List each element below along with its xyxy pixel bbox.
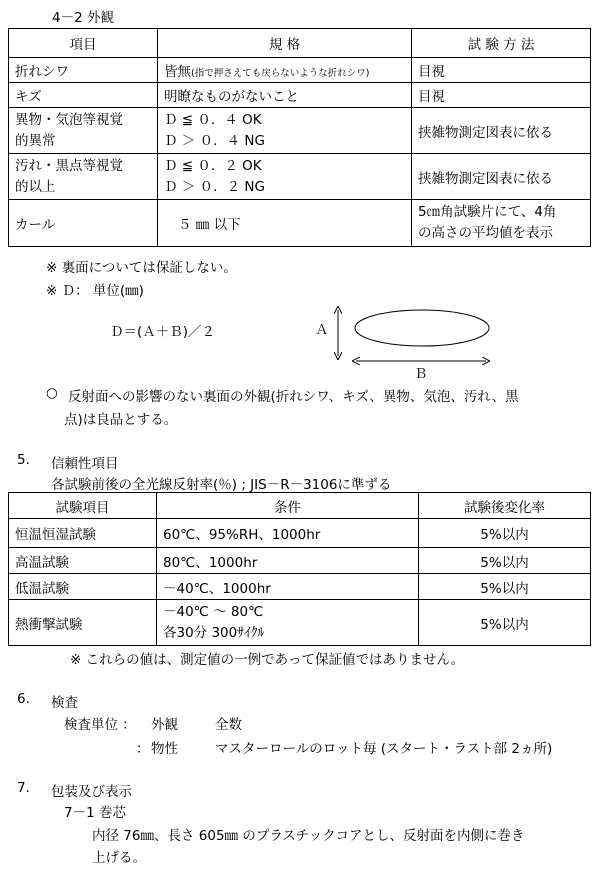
table-row bbox=[9, 58, 591, 83]
header-change-rate: 試験後変化率 bbox=[419, 493, 591, 519]
cell-spec bbox=[158, 108, 412, 154]
cell-test-item: 恒温恒湿試験 bbox=[9, 519, 157, 548]
note-unit: ※ Ｄ： 単位(㎜) bbox=[46, 283, 144, 299]
table-row bbox=[9, 600, 591, 646]
cell-change-rate: 5%以内 bbox=[419, 519, 591, 548]
inspection-unit-label: 検査単位 ： bbox=[64, 717, 136, 733]
cell-spec bbox=[158, 154, 412, 200]
spec-line: Ｄ ＞ ０．４ NG bbox=[164, 132, 265, 149]
header-spec: 規 格 bbox=[158, 29, 412, 58]
section-5-title: 信頼性項目 bbox=[51, 456, 119, 472]
section-7-title: 包装及び表示 bbox=[51, 784, 132, 800]
item-line: 汚れ・黒点等視覚 bbox=[15, 157, 123, 174]
cell-test-item: 熱衝撃試験 bbox=[9, 600, 157, 646]
condition-line: 各30分 300ｻｲｸﾙ bbox=[163, 624, 265, 641]
cell-change-rate: 5%以内 bbox=[419, 600, 591, 646]
header-condition: 条件 bbox=[157, 493, 419, 519]
label-b: Ｂ bbox=[414, 366, 428, 382]
section-7-1-title: 7－1 巻芯 bbox=[64, 805, 126, 821]
note-back-surface: ※ 裏面については保証しない。 bbox=[46, 260, 237, 276]
ellipse-diagram bbox=[326, 306, 496, 376]
cell-method bbox=[412, 200, 591, 247]
section-5-number: 5. bbox=[17, 452, 30, 468]
label-a: Ａ bbox=[315, 322, 329, 338]
item-line: 的以上 bbox=[15, 178, 56, 195]
core-spec-line1: 内径 76㎜、長さ 605㎜ のプラスチックコアとし、反射面を内側に巻き bbox=[92, 828, 525, 844]
cell-method: 挟雑物測定図表に依る bbox=[412, 108, 591, 154]
cell-item: キズ bbox=[9, 83, 158, 108]
table-row bbox=[9, 548, 591, 574]
table-row bbox=[9, 574, 591, 600]
method-line: 5㎝角試験片にて、4角 bbox=[418, 204, 557, 220]
inspection-colon: ： bbox=[136, 741, 150, 757]
condition-line: －40℃ ～ 80℃ bbox=[163, 603, 264, 620]
cell-item: カール bbox=[9, 200, 158, 247]
cell-spec: ５ ㎜ 以下 bbox=[158, 200, 412, 247]
circle-bullet: ○ bbox=[46, 385, 58, 401]
spec-line: Ｄ ≦ ０．４ OK bbox=[164, 111, 262, 128]
defect-ellipse bbox=[355, 310, 489, 346]
core-spec-line2: 上げる。 bbox=[92, 850, 146, 866]
inspection-properties-value: マスターロールのロット毎 (スタート・ラスト部 2ヵ所) bbox=[215, 741, 553, 757]
cell-condition: 80℃、1000hr bbox=[157, 548, 419, 574]
spec-note: (指で押さえても戻らないような折れシワ) bbox=[191, 68, 370, 79]
inspection-appearance: 外観 bbox=[151, 717, 178, 733]
cell-method: 目視 bbox=[412, 58, 591, 83]
header-method: 試 験 方 法 bbox=[412, 29, 591, 58]
method-line: の高さの平均値を表示 bbox=[418, 225, 553, 241]
circle-note-line2: 点)は良品とする。 bbox=[64, 412, 178, 428]
cell-method: 目視 bbox=[412, 83, 591, 108]
section-4-2-title: 4－2 外観 bbox=[52, 10, 114, 26]
inspection-appearance-value: 全数 bbox=[215, 717, 242, 733]
table-row bbox=[9, 108, 591, 154]
section-6-number: 6. bbox=[17, 691, 30, 707]
cell-condition: －40℃、1000hr bbox=[157, 574, 419, 600]
formula: Ｄ＝(Ａ＋Ｂ)／２ bbox=[110, 324, 216, 340]
table-row bbox=[9, 519, 591, 548]
note-not-guaranteed: ※ これらの値は、測定値の一例であって保証値ではありません。 bbox=[70, 652, 465, 668]
table-header-row bbox=[9, 29, 591, 58]
table-row bbox=[9, 200, 591, 247]
spec-line: Ｄ ≦ ０．２ OK bbox=[164, 157, 262, 174]
appearance-table bbox=[8, 28, 591, 247]
cell-item: 折れシワ bbox=[9, 58, 158, 83]
header-test-item: 試験項目 bbox=[9, 493, 157, 519]
cell-spec bbox=[158, 58, 412, 83]
item-line: 異物・気泡等視覚 bbox=[15, 111, 123, 128]
cell-condition bbox=[157, 600, 419, 646]
cell-condition: 60℃、95%RH、1000hr bbox=[157, 519, 419, 548]
cell-change-rate: 5%以内 bbox=[419, 574, 591, 600]
section-6-title: 検査 bbox=[51, 695, 78, 711]
cell-item bbox=[9, 108, 158, 154]
cell-test-item: 低温試験 bbox=[9, 574, 157, 600]
table-row bbox=[9, 83, 591, 108]
section-5-subtitle: 各試験前後の全光線反射率(％) ; JIS－R－3106に準ずる bbox=[51, 477, 392, 493]
header-item: 項目 bbox=[9, 29, 158, 58]
table-header-row bbox=[9, 493, 591, 519]
cell-spec: 明瞭なものがないこと bbox=[158, 83, 412, 108]
item-line: 的異常 bbox=[15, 132, 56, 149]
cell-item bbox=[9, 154, 158, 200]
spec-text: 皆無 bbox=[164, 64, 191, 80]
cell-method: 挟雑物測定図表に依る bbox=[412, 154, 591, 200]
section-7-number: 7. bbox=[17, 780, 30, 796]
spec-line: Ｄ ＞ ０．２ NG bbox=[164, 178, 265, 195]
cell-change-rate: 5%以内 bbox=[419, 548, 591, 574]
reliability-table bbox=[8, 492, 591, 646]
cell-test-item: 高温試験 bbox=[9, 548, 157, 574]
circle-note-line1: 反射面への影響のない裏面の外観(折れシワ、キズ、異物、気泡、汚れ、黒 bbox=[68, 389, 519, 405]
inspection-properties: 物性 bbox=[151, 741, 178, 757]
table-row bbox=[9, 154, 591, 200]
